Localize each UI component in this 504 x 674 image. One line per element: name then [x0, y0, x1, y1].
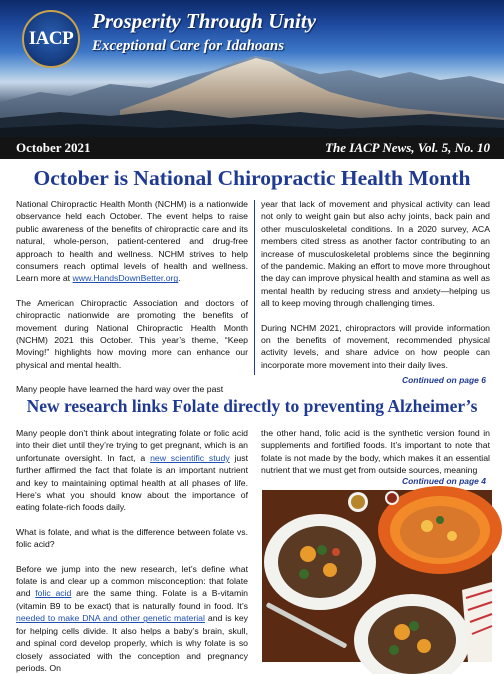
article1-paragraph-3: Many people have learned the hard way over the past — [16, 384, 224, 395]
article1-headline: October is National Chiropractic Health Month — [33, 166, 471, 190]
logo-text: IACP — [28, 28, 74, 49]
issue-date: October 2021 — [16, 140, 91, 155]
scientific-study-link[interactable]: new scientific study — [150, 452, 230, 463]
iacp-logo — [22, 10, 80, 68]
article2-paragraph-2: What is folate, and what is the difference between folate vs. folic acid? — [16, 526, 248, 550]
newsletter-subtitle: Exceptional Care for Idahoans — [92, 38, 285, 54]
date-bar — [0, 137, 504, 159]
article1-continued[interactable]: Continued on page 6 — [401, 375, 486, 385]
article2-p3b: are the same thing. Folate is a B-vitamin (vitamin B9 to be exact) that is naturally found in food. It’s — [16, 588, 248, 611]
article2-column-left — [16, 427, 248, 673]
handsdownbetter-link[interactable]: www.HandsDownBetter.org — [72, 273, 179, 284]
article2-column-right — [261, 427, 490, 477]
article1-paragraph-4: year that lack of movement and physical activity can lead not only to weight gain but also achy joints, back pain and other musculoskeletal conditions. In a 2020 survey, ACA members cited stress as another factor contributing to an increase of musculoskeletal problems since the beginning of the pandemic. Making an effort to move more throughout the day can improve physical health and stamina as well as mental health by reducing stress and anxiety—helping us all to keep moving through challenging times. — [261, 199, 490, 309]
article2-paragraph-4: the other hand, folic acid is the synthetic version found in supplements and fortified foods. It’s important to note that folate is not made by the body, which makes it an essential nutrient that we must get from outside sources, meaning — [261, 428, 490, 476]
newsletter-title: Prosperity Through Unity — [92, 9, 317, 33]
article1-paragraph-2: The American Chiropractic Association and doctors of chiropractic nationwide are promoting the benefits of movement during National Chiropractic Health Month (NCHM) 2021 this October. This year’s theme, “Keep Moving!” highlights how moving more can enhance our physical and mental health. — [16, 297, 248, 370]
article2-paragraph-1 — [16, 427, 248, 514]
article2-p3c: and is key for helping cells divide. It also helps a baby’s brain, skull, and spinal cord develop properly, which is why folate is so closely associated with the conception and pregnancy periods. On — [16, 613, 248, 673]
article2-p3a: Before we jump into the new research, let’s define what folate is and clear up a common misconception: that folate and — [16, 563, 248, 599]
article1-p1-text: National Chiropractic Health Month (NCHM) is a nationwide observance held each October. The event helps to raise public awareness of the benefits of chiropractic care and its natural, whole-person, patient-centered and drug-free approach to health and wellness. NCHM strives to help consumers reach optimal levels of health and wellness. Learn more at — [16, 199, 248, 284]
article1-column-right — [261, 198, 490, 368]
article2-p1b: just further affirmed the fact that folate is an important nutrient and key to maintaining optimal health at all phases of life. Here’s what you should know about the importance of eating folate-rich foods daily. — [16, 452, 248, 513]
issue-volume: The IACP News, Vol. 5, No. 10 — [325, 140, 490, 155]
article1-paragraph-5: During NCHM 2021, chiropractors will provide information on the benefits of movement, recommended physical activity levels, and share advice on how people can incorporate more movement into their daily lives. — [261, 322, 490, 370]
article2-p1a: Many people don’t think about integrating folate or folic acid into their diet until they’re trying to get pregnant, which is an unfortunate oversight. In fact, a — [16, 428, 248, 463]
article1-p1-end: . — [178, 273, 181, 284]
column-divider — [254, 200, 255, 375]
food-bowls-illustration — [262, 490, 492, 662]
article2-headline: New research links Folate directly to preventing Alzheimer’s — [26, 396, 478, 416]
folic-acid-link[interactable]: folic acid — [35, 588, 72, 599]
article1-paragraph-1 — [16, 198, 248, 285]
article1-column-left — [16, 198, 248, 395]
article2-continued[interactable]: Continued on page 4 — [401, 476, 486, 486]
folate-food-photo — [262, 490, 492, 662]
masthead-banner — [0, 0, 504, 137]
dna-genetic-material-link[interactable]: needed to make DNA and other genetic material — [16, 613, 205, 624]
article2-paragraph-3 — [16, 563, 248, 674]
